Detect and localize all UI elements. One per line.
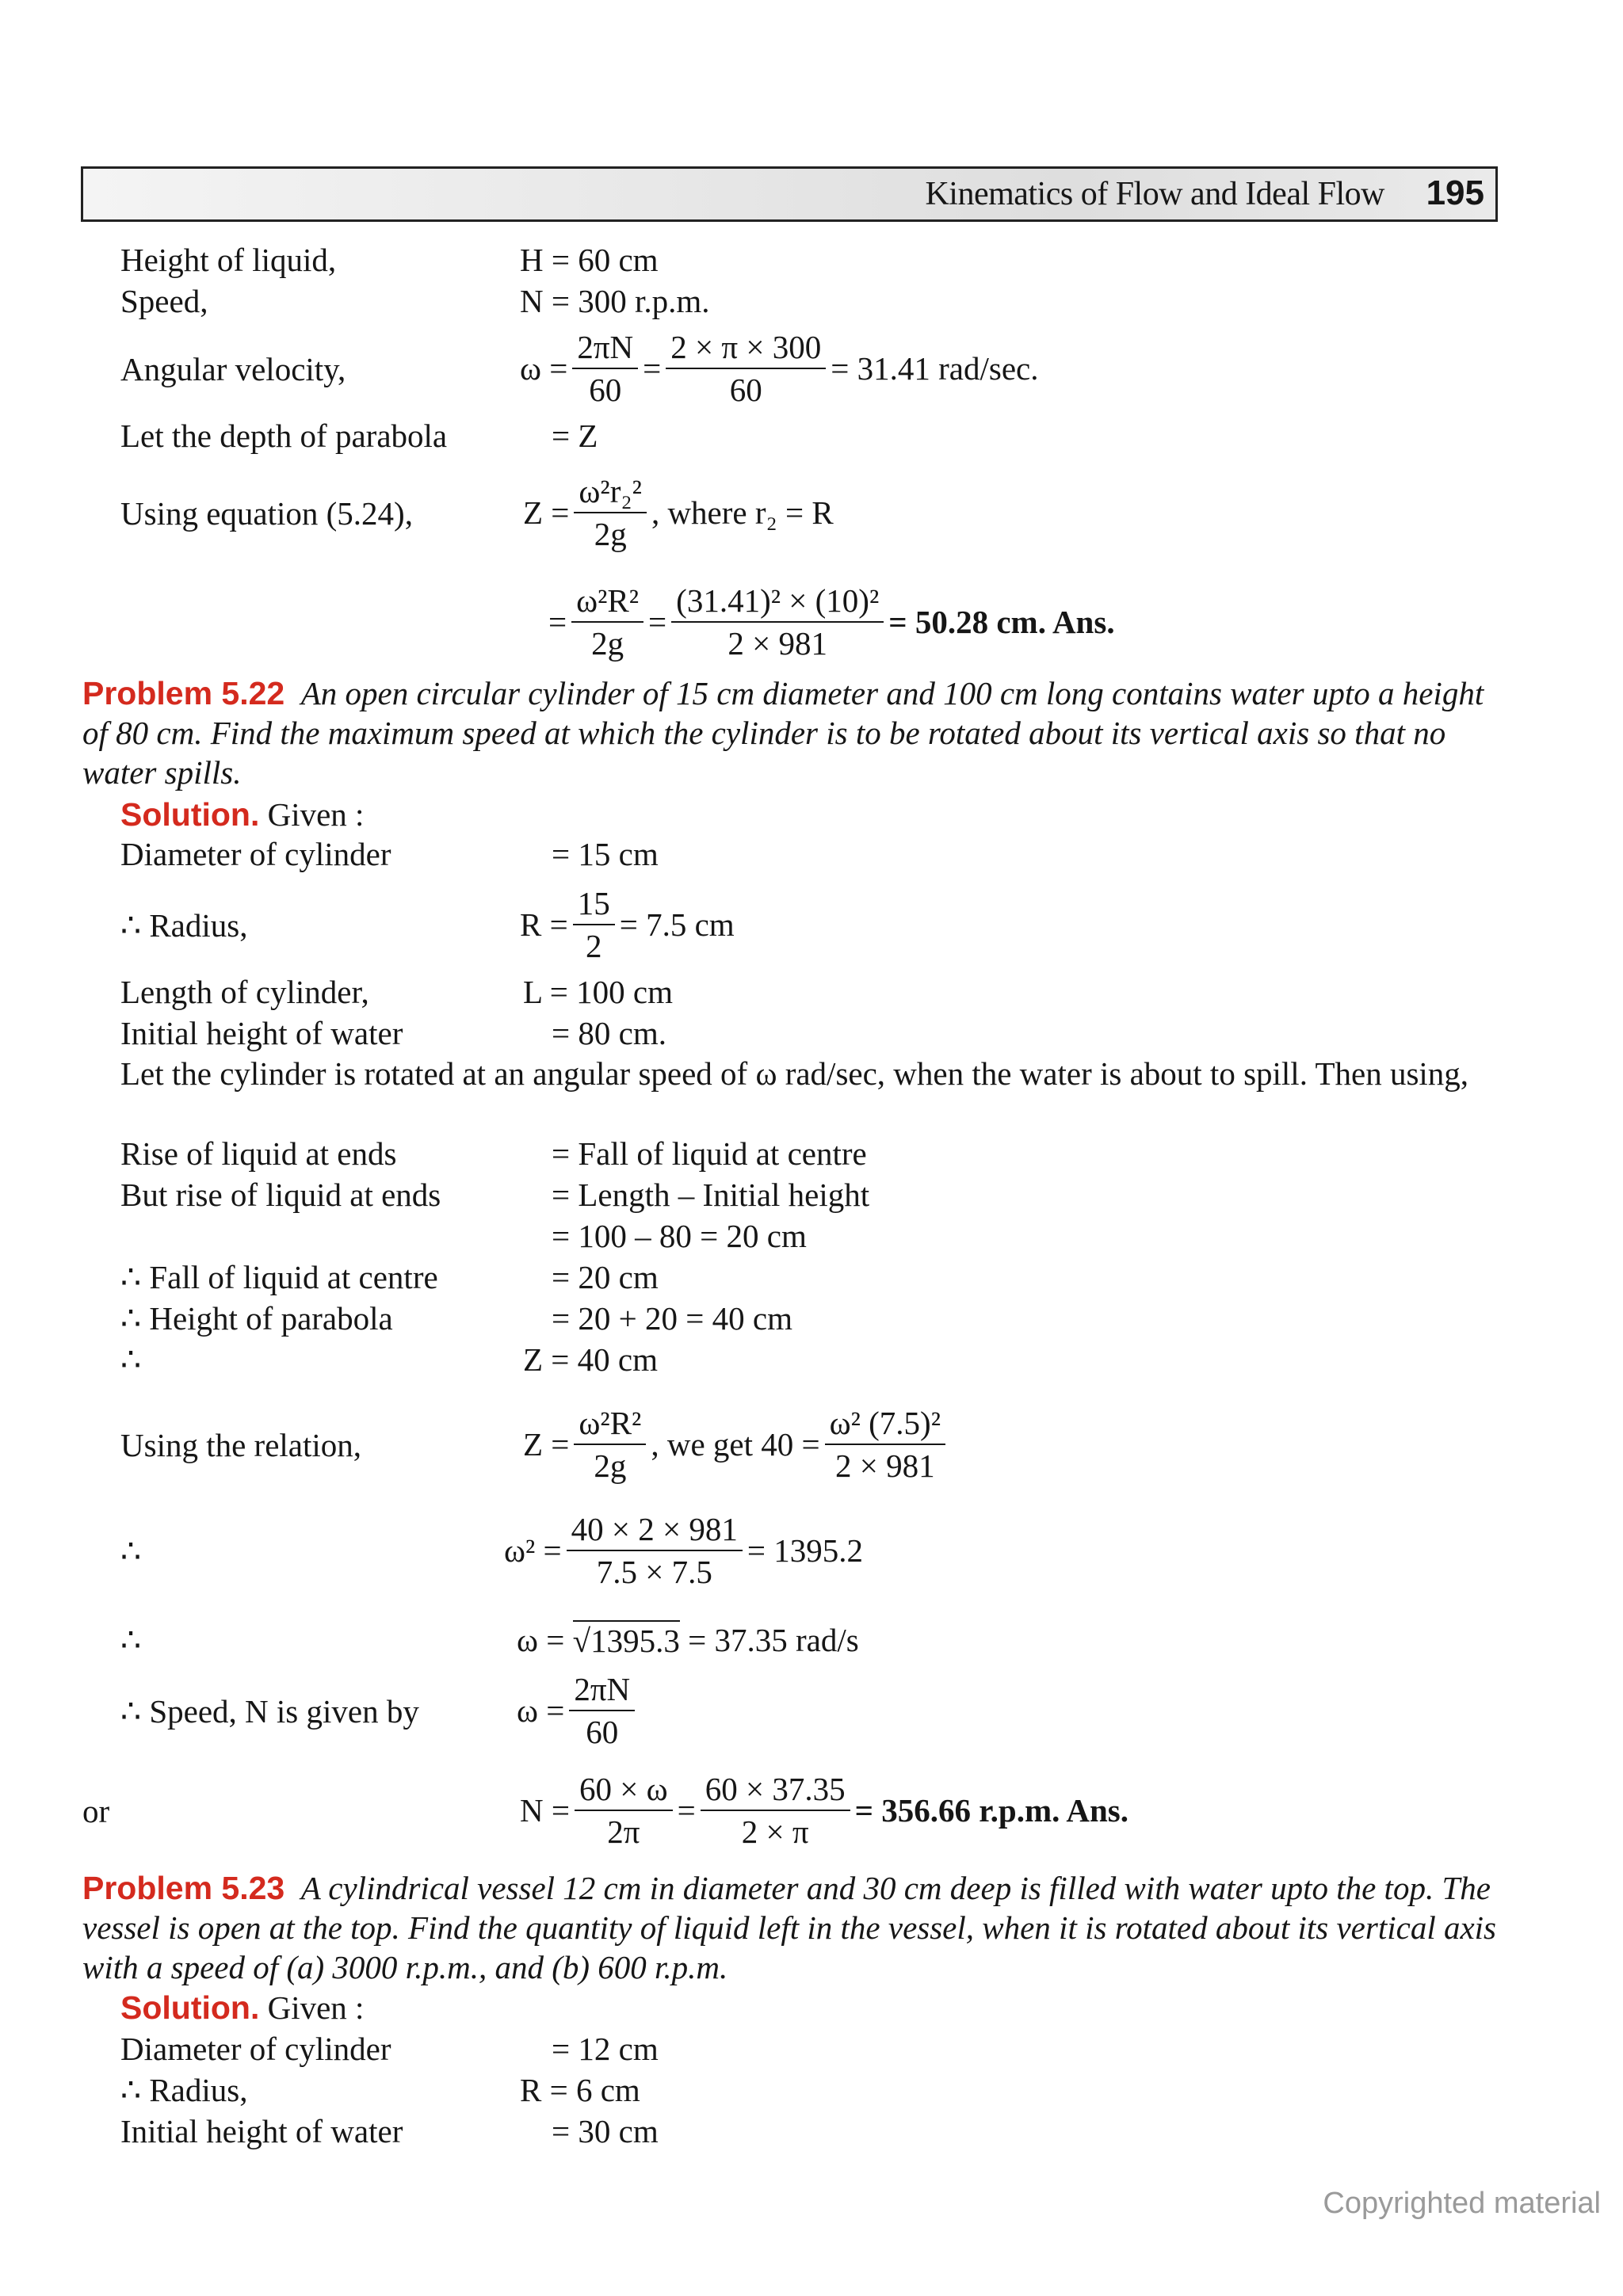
result: = 37.35 rad/s [688, 1622, 859, 1658]
solution-heading [120, 795, 364, 833]
running-header [81, 166, 1498, 222]
diameter-label: Diameter of cylinder [120, 836, 391, 872]
speed-equation [517, 1665, 640, 1756]
but-rise-value-2: = 100 – 80 = 20 cm [552, 1218, 807, 1254]
rise-label: Rise of liquid at ends [120, 1135, 397, 1172]
fraction [671, 582, 884, 662]
square-root: √1395.3 [573, 1620, 680, 1660]
fraction [572, 328, 638, 409]
diameter-value: = 12 cm [552, 2031, 659, 2067]
numerator: 2 × π × 300 [666, 328, 826, 369]
radius-equation [520, 879, 735, 970]
fraction [666, 328, 826, 409]
fraction [573, 884, 615, 965]
eq-lhs: ω = [517, 1622, 565, 1658]
relation-label: Using the relation, [120, 1427, 362, 1463]
denominator: 2 × π [741, 1814, 809, 1850]
problem-5-23 [82, 1868, 1509, 1987]
solution-label: Solution. [120, 796, 260, 833]
fraction [825, 1404, 945, 1485]
solution-label: Solution. [120, 1989, 260, 2026]
length-value: L = 100 cm [523, 974, 673, 1010]
length-label: Length of cylinder, [120, 974, 369, 1010]
parabola-height-label: ∴ Height of parabola [120, 1300, 393, 1337]
numerator: (31.41)² × (10)² [671, 582, 884, 623]
therefore-label: ∴ [120, 1341, 142, 1378]
equals: = [643, 350, 662, 387]
eq-lhs: ω² = [504, 1532, 562, 1569]
height-value: H = 60 cm [520, 242, 659, 278]
numerator: ω² (7.5)² [825, 1404, 945, 1445]
fraction [567, 1510, 743, 1591]
fraction [575, 1770, 673, 1851]
solution-heading [120, 1989, 364, 2027]
z-equation [523, 467, 834, 558]
radius-value: R = 6 cm [520, 2072, 640, 2108]
numerator: 40 × 2 × 981 [567, 1510, 743, 1551]
equals: = [677, 1792, 696, 1829]
omega-squared-equation [504, 1505, 863, 1596]
equals: = [648, 604, 667, 640]
denominator: 60 [729, 372, 762, 408]
speed-given-label: ∴ Speed, N is given by [120, 1693, 419, 1730]
relation-equation [523, 1399, 950, 1489]
eq-lhs: N = [520, 1792, 570, 1829]
result: = 1395.2 [747, 1532, 864, 1569]
numerator: 15 [573, 884, 615, 925]
numerator: ω²R² [574, 1404, 646, 1445]
denominator: 2g [591, 625, 624, 662]
problem-label: Problem 5.23 [82, 1870, 285, 1906]
speed-label: Speed, [120, 283, 208, 319]
result: = 31.41 rad/sec. [831, 350, 1039, 387]
denominator: 2g [594, 1447, 627, 1484]
rise-value: = Fall of liquid at centre [552, 1135, 867, 1172]
numerator: 60 × 37.35 [701, 1770, 850, 1811]
where-clause: , where r₂ = R [651, 494, 834, 531]
let-paragraph: Let the cylinder is rotated at an angular speed of ω rad/sec, when the water is about to spill. Then using, [120, 1055, 1469, 1092]
eq-lhs: ω = [517, 1692, 565, 1729]
we-get: , we get 40 = [651, 1426, 820, 1463]
parabola-height-value: = 20 + 20 = 40 cm [552, 1300, 792, 1337]
angular-velocity-label: Angular velocity, [120, 351, 346, 387]
fall-value: = 20 cm [552, 1259, 659, 1295]
or-label: or [82, 1793, 110, 1829]
but-rise-label: But rise of liquid at ends [120, 1177, 441, 1213]
depth-label: Let the depth of parabola [120, 418, 448, 454]
omega-equation [517, 1621, 859, 1659]
copyright-notice: Copyrighted material [1323, 2187, 1601, 2220]
denominator: 60 [586, 1714, 619, 1750]
denominator: 2 [585, 928, 602, 964]
therefore-label: ∴ [120, 1622, 142, 1658]
eq-lhs: Z = [523, 1426, 570, 1463]
using-equation-label: Using equation (5.24), [120, 495, 413, 532]
numerator: 2πN [569, 1670, 635, 1711]
answer: = 50.28 cm. Ans. [888, 604, 1115, 640]
but-rise-value: = Length – Initial height [552, 1177, 870, 1213]
radius-label: ∴ Radius, [120, 907, 248, 944]
eq-lhs: R = [520, 906, 568, 943]
problem-statement: An open circular cylinder of 15 cm diameter and 100 cm long contains water upto a height of 80 cm. Find the maximum speed at which the cylinder is to be rotated about its vertical axis so that no water spills. [82, 675, 1484, 791]
denominator: 2 × 981 [727, 625, 828, 662]
fraction [571, 582, 643, 662]
therefore-label: ∴ [120, 1533, 142, 1569]
fraction [574, 472, 647, 553]
depth-value: = Z [552, 418, 598, 454]
n-equation [520, 1765, 1128, 1855]
denominator: 60 [589, 372, 622, 408]
z-value: Z = 40 cm [523, 1341, 659, 1378]
problem-label: Problem 5.22 [82, 675, 285, 711]
numerator: 2πN [572, 328, 638, 369]
fraction [574, 1404, 646, 1485]
height-label: Height of liquid, [120, 242, 337, 278]
diameter-value: = 15 cm [552, 836, 659, 872]
numerator: ω²R² [571, 582, 643, 623]
eq-lhs: ω = [520, 350, 568, 387]
chapter-title: Kinematics of Flow and Ideal Flow [925, 176, 1384, 212]
numerator: 60 × ω [575, 1770, 673, 1811]
fraction [569, 1670, 635, 1751]
problem-5-22 [82, 673, 1509, 792]
given-label: Given : [267, 1989, 365, 2026]
result: = 7.5 cm [619, 906, 735, 943]
answer: = 356.66 r.p.m. Ans. [854, 1792, 1128, 1829]
eq-lhs: Z = [523, 494, 570, 531]
numerator: ω²r₂² [574, 472, 647, 513]
fall-label: ∴ Fall of liquid at centre [120, 1259, 438, 1295]
initial-height-label: Initial height of water [120, 1015, 403, 1051]
radius-label: ∴ Radius, [120, 2072, 248, 2108]
speed-value: N = 300 r.p.m. [520, 283, 710, 319]
denominator: 2g [594, 516, 627, 552]
initial-height-value: = 80 cm. [552, 1015, 666, 1051]
page-number: 195 [1426, 174, 1484, 212]
initial-height-label: Initial height of water [120, 2113, 403, 2149]
fraction [701, 1770, 850, 1851]
problem-statement: A cylindrical vessel 12 cm in diameter and 30 cm deep is filled with water upto the top. The vessel is open at the top. Find the quantity of liquid left in the vessel, when it is rotated about its vertical axis with a speed of (a) 3000 r.p.m., and (b) 600 r.p.m. [82, 1870, 1497, 1985]
initial-height-value: = 30 cm [552, 2113, 659, 2149]
equals: = [548, 604, 567, 640]
diameter-label: Diameter of cylinder [120, 2031, 391, 2067]
angular-velocity-equation [520, 323, 1038, 414]
given-label: Given : [267, 796, 365, 833]
denominator: 7.5 × 7.5 [596, 1554, 712, 1590]
denominator: 2π [607, 1814, 640, 1850]
z-calc-equation [548, 577, 1115, 667]
denominator: 2 × 981 [835, 1447, 935, 1484]
